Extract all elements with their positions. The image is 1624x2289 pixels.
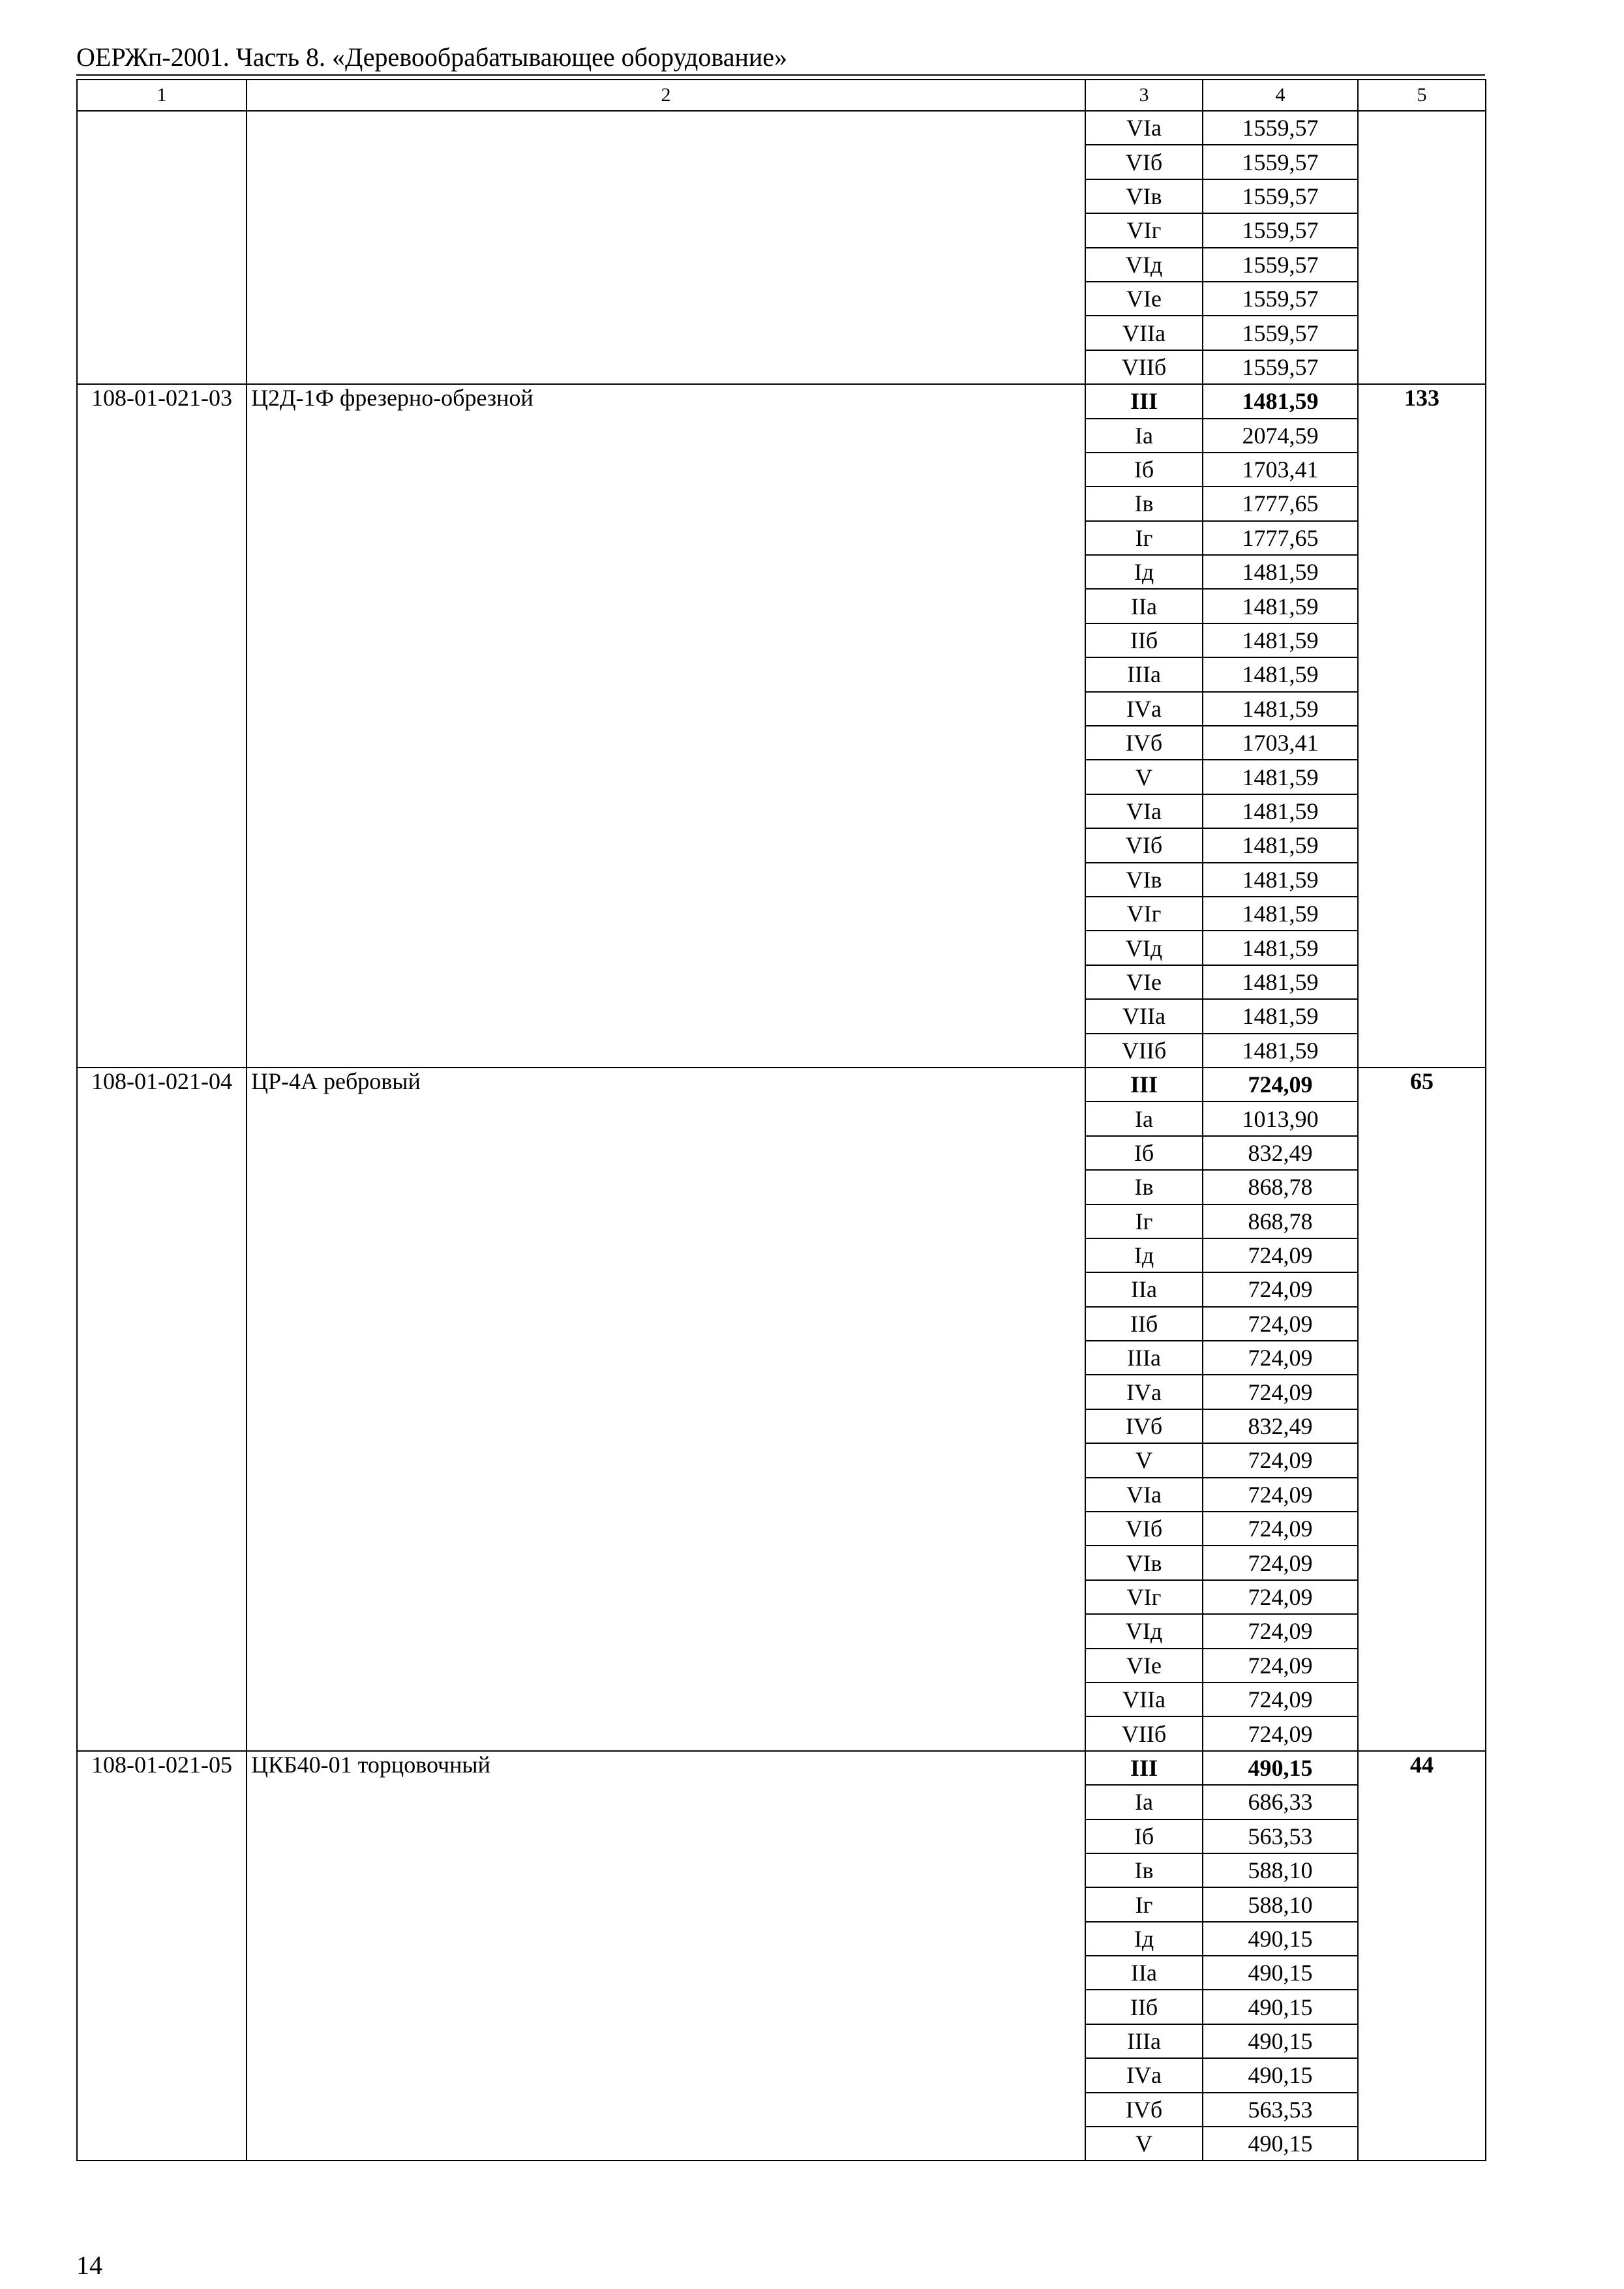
price-cell: 724,09: [1203, 1307, 1358, 1341]
price-cell: 1481,59: [1203, 623, 1358, 657]
zone-cell: VIе: [1085, 965, 1203, 999]
price-cell: 490,15: [1203, 2127, 1358, 2161]
price-cell: 724,09: [1203, 1580, 1358, 1614]
zone-cell: Iа: [1085, 1101, 1203, 1135]
page-header-title: ОЕРЖп-2001. Часть 8. «Деревообрабатывающее оборудование»: [76, 42, 788, 72]
item-col5-value: 44: [1358, 1751, 1486, 2161]
item-col5-value: 133: [1358, 384, 1486, 1068]
price-cell: 724,09: [1203, 1478, 1358, 1512]
zone-cell: Iа: [1085, 419, 1203, 453]
price-cell: 832,49: [1203, 1136, 1358, 1170]
price-cell: 724,09: [1203, 1649, 1358, 1683]
page-number: 14: [76, 2251, 102, 2280]
price-cell: 1481,59: [1203, 965, 1358, 999]
price-cell: 1481,59: [1203, 555, 1358, 589]
header-rule: [76, 74, 1485, 76]
price-cell: 724,09: [1203, 1614, 1358, 1648]
zone-cell: IIб: [1085, 1990, 1203, 2024]
price-cell: 1481,59: [1203, 1034, 1358, 1068]
column-number: 2: [247, 80, 1085, 111]
zone-cell: IIа: [1085, 589, 1203, 623]
price-cell: 1481,59: [1203, 384, 1358, 418]
price-cell: 868,78: [1203, 1204, 1358, 1238]
price-cell: 1559,57: [1203, 248, 1358, 282]
zone-cell: IVб: [1085, 726, 1203, 760]
table-row: [77, 111, 1486, 145]
price-cell: 1481,59: [1203, 897, 1358, 931]
zone-cell: Iг: [1085, 1887, 1203, 1921]
price-cell: 724,09: [1203, 1375, 1358, 1409]
price-cell: 588,10: [1203, 1887, 1358, 1921]
column-number-row: [77, 80, 1486, 111]
item-name: ЦР-4А ребровый: [247, 1068, 1085, 1751]
zone-cell: VIв: [1085, 1546, 1203, 1579]
item-name: ЦКБ40-01 торцовочный: [247, 1751, 1085, 2161]
code-cell: [77, 111, 247, 384]
item-code: 108-01-021-03: [77, 384, 247, 1068]
zone-cell: IVб: [1085, 2093, 1203, 2127]
zone-cell: III: [1085, 1751, 1203, 1785]
zone-cell: V: [1085, 1443, 1203, 1477]
name-cell: [247, 111, 1085, 384]
price-cell: 588,10: [1203, 1853, 1358, 1887]
column-number: 3: [1085, 80, 1203, 111]
price-cell: 490,15: [1203, 1922, 1358, 1956]
price-cell: 724,09: [1203, 1341, 1358, 1375]
price-cell: 1481,59: [1203, 760, 1358, 794]
price-cell: 563,53: [1203, 1819, 1358, 1853]
item-name: Ц2Д-1Ф фрезерно-обрезной: [247, 384, 1085, 1068]
price-cell: 1481,59: [1203, 863, 1358, 897]
price-cell: 490,15: [1203, 1990, 1358, 2024]
zone-cell: VIе: [1085, 1649, 1203, 1683]
zone-cell: Iд: [1085, 1922, 1203, 1956]
price-cell: 1559,57: [1203, 111, 1358, 145]
price-cell: 686,33: [1203, 1785, 1358, 1819]
zone-cell: VIд: [1085, 248, 1203, 282]
price-cell: 724,09: [1203, 1512, 1358, 1546]
zone-cell: VIг: [1085, 213, 1203, 247]
price-cell: 832,49: [1203, 1409, 1358, 1443]
zone-cell: VIв: [1085, 863, 1203, 897]
item-col5-value: 65: [1358, 1068, 1486, 1751]
price-cell: 1559,57: [1203, 145, 1358, 179]
price-cell: 724,09: [1203, 1546, 1358, 1579]
col5-cell: [1358, 111, 1486, 384]
zone-cell: VIб: [1085, 145, 1203, 179]
zone-cell: VIг: [1085, 897, 1203, 931]
zone-cell: IIб: [1085, 623, 1203, 657]
column-number: 5: [1358, 80, 1486, 111]
zone-cell: IIIа: [1085, 657, 1203, 691]
zone-cell: Iб: [1085, 1819, 1203, 1853]
zone-cell: VIIб: [1085, 350, 1203, 384]
zone-cell: VIIб: [1085, 1716, 1203, 1750]
zone-cell: VIб: [1085, 1512, 1203, 1546]
zone-cell: Iд: [1085, 1238, 1203, 1272]
zone-cell: IVа: [1085, 1375, 1203, 1409]
zone-cell: VIв: [1085, 179, 1203, 213]
price-cell: 724,09: [1203, 1716, 1358, 1750]
zone-cell: Iб: [1085, 1136, 1203, 1170]
zone-cell: VIд: [1085, 1614, 1203, 1648]
zone-cell: VIIб: [1085, 1034, 1203, 1068]
zone-cell: VIа: [1085, 794, 1203, 828]
price-cell: 868,78: [1203, 1170, 1358, 1204]
price-cell: 1481,59: [1203, 692, 1358, 726]
price-cell: 490,15: [1203, 1956, 1358, 1990]
zone-cell: Iв: [1085, 1170, 1203, 1204]
zone-cell: VIа: [1085, 1478, 1203, 1512]
item-code: 108-01-021-05: [77, 1751, 247, 2161]
price-cell: 1481,59: [1203, 931, 1358, 965]
price-cell: 724,09: [1203, 1272, 1358, 1306]
price-cell: 563,53: [1203, 2093, 1358, 2127]
zone-cell: Iд: [1085, 555, 1203, 589]
zone-cell: VIIа: [1085, 316, 1203, 350]
zone-cell: IIб: [1085, 1307, 1203, 1341]
zone-cell: VIIа: [1085, 1683, 1203, 1716]
price-cell: 1559,57: [1203, 179, 1358, 213]
zone-cell: VIа: [1085, 111, 1203, 145]
zone-cell: III: [1085, 1068, 1203, 1101]
price-cell: 1703,41: [1203, 453, 1358, 486]
price-cell: 490,15: [1203, 2058, 1358, 2092]
price-cell: 1481,59: [1203, 999, 1358, 1033]
zone-cell: VIб: [1085, 828, 1203, 862]
price-cell: 1481,59: [1203, 657, 1358, 691]
zone-cell: VIг: [1085, 1580, 1203, 1614]
price-cell: 724,09: [1203, 1238, 1358, 1272]
table-row: [77, 384, 1486, 418]
zone-cell: Iв: [1085, 1853, 1203, 1887]
zone-cell: V: [1085, 2127, 1203, 2161]
price-cell: 1559,57: [1203, 213, 1358, 247]
zone-cell: Iа: [1085, 1785, 1203, 1819]
zone-cell: Iг: [1085, 1204, 1203, 1238]
zone-cell: VIе: [1085, 282, 1203, 316]
zone-cell: IVа: [1085, 2058, 1203, 2092]
price-cell: 1559,57: [1203, 282, 1358, 316]
price-cell: 724,09: [1203, 1683, 1358, 1716]
zone-cell: Iв: [1085, 486, 1203, 520]
column-number: 1: [77, 80, 247, 111]
price-cell: 1481,59: [1203, 794, 1358, 828]
price-cell: 1703,41: [1203, 726, 1358, 760]
price-table-body: [77, 80, 1486, 2161]
table-row: [77, 1068, 1486, 1101]
price-cell: 1013,90: [1203, 1101, 1358, 1135]
zone-cell: IVб: [1085, 1409, 1203, 1443]
zone-cell: VIд: [1085, 931, 1203, 965]
price-cell: 724,09: [1203, 1068, 1358, 1101]
price-cell: 724,09: [1203, 1443, 1358, 1477]
price-cell: 1481,59: [1203, 589, 1358, 623]
zone-cell: Iб: [1085, 453, 1203, 486]
zone-cell: III: [1085, 384, 1203, 418]
price-cell: 1481,59: [1203, 828, 1358, 862]
item-code: 108-01-021-04: [77, 1068, 247, 1751]
zone-cell: Iг: [1085, 521, 1203, 555]
zone-cell: IIIа: [1085, 2024, 1203, 2058]
price-cell: 490,15: [1203, 2024, 1358, 2058]
column-number: 4: [1203, 80, 1358, 111]
zone-cell: IIIа: [1085, 1341, 1203, 1375]
price-cell: 490,15: [1203, 1751, 1358, 1785]
zone-cell: IIа: [1085, 1272, 1203, 1306]
price-cell: 1559,57: [1203, 316, 1358, 350]
price-table: [76, 79, 1486, 2161]
price-cell: 2074,59: [1203, 419, 1358, 453]
zone-cell: IVа: [1085, 692, 1203, 726]
price-cell: 1777,65: [1203, 486, 1358, 520]
price-cell: 1777,65: [1203, 521, 1358, 555]
zone-cell: IIа: [1085, 1956, 1203, 1990]
zone-cell: VIIа: [1085, 999, 1203, 1033]
price-cell: 1559,57: [1203, 350, 1358, 384]
table-row: [77, 1751, 1486, 1785]
zone-cell: V: [1085, 760, 1203, 794]
